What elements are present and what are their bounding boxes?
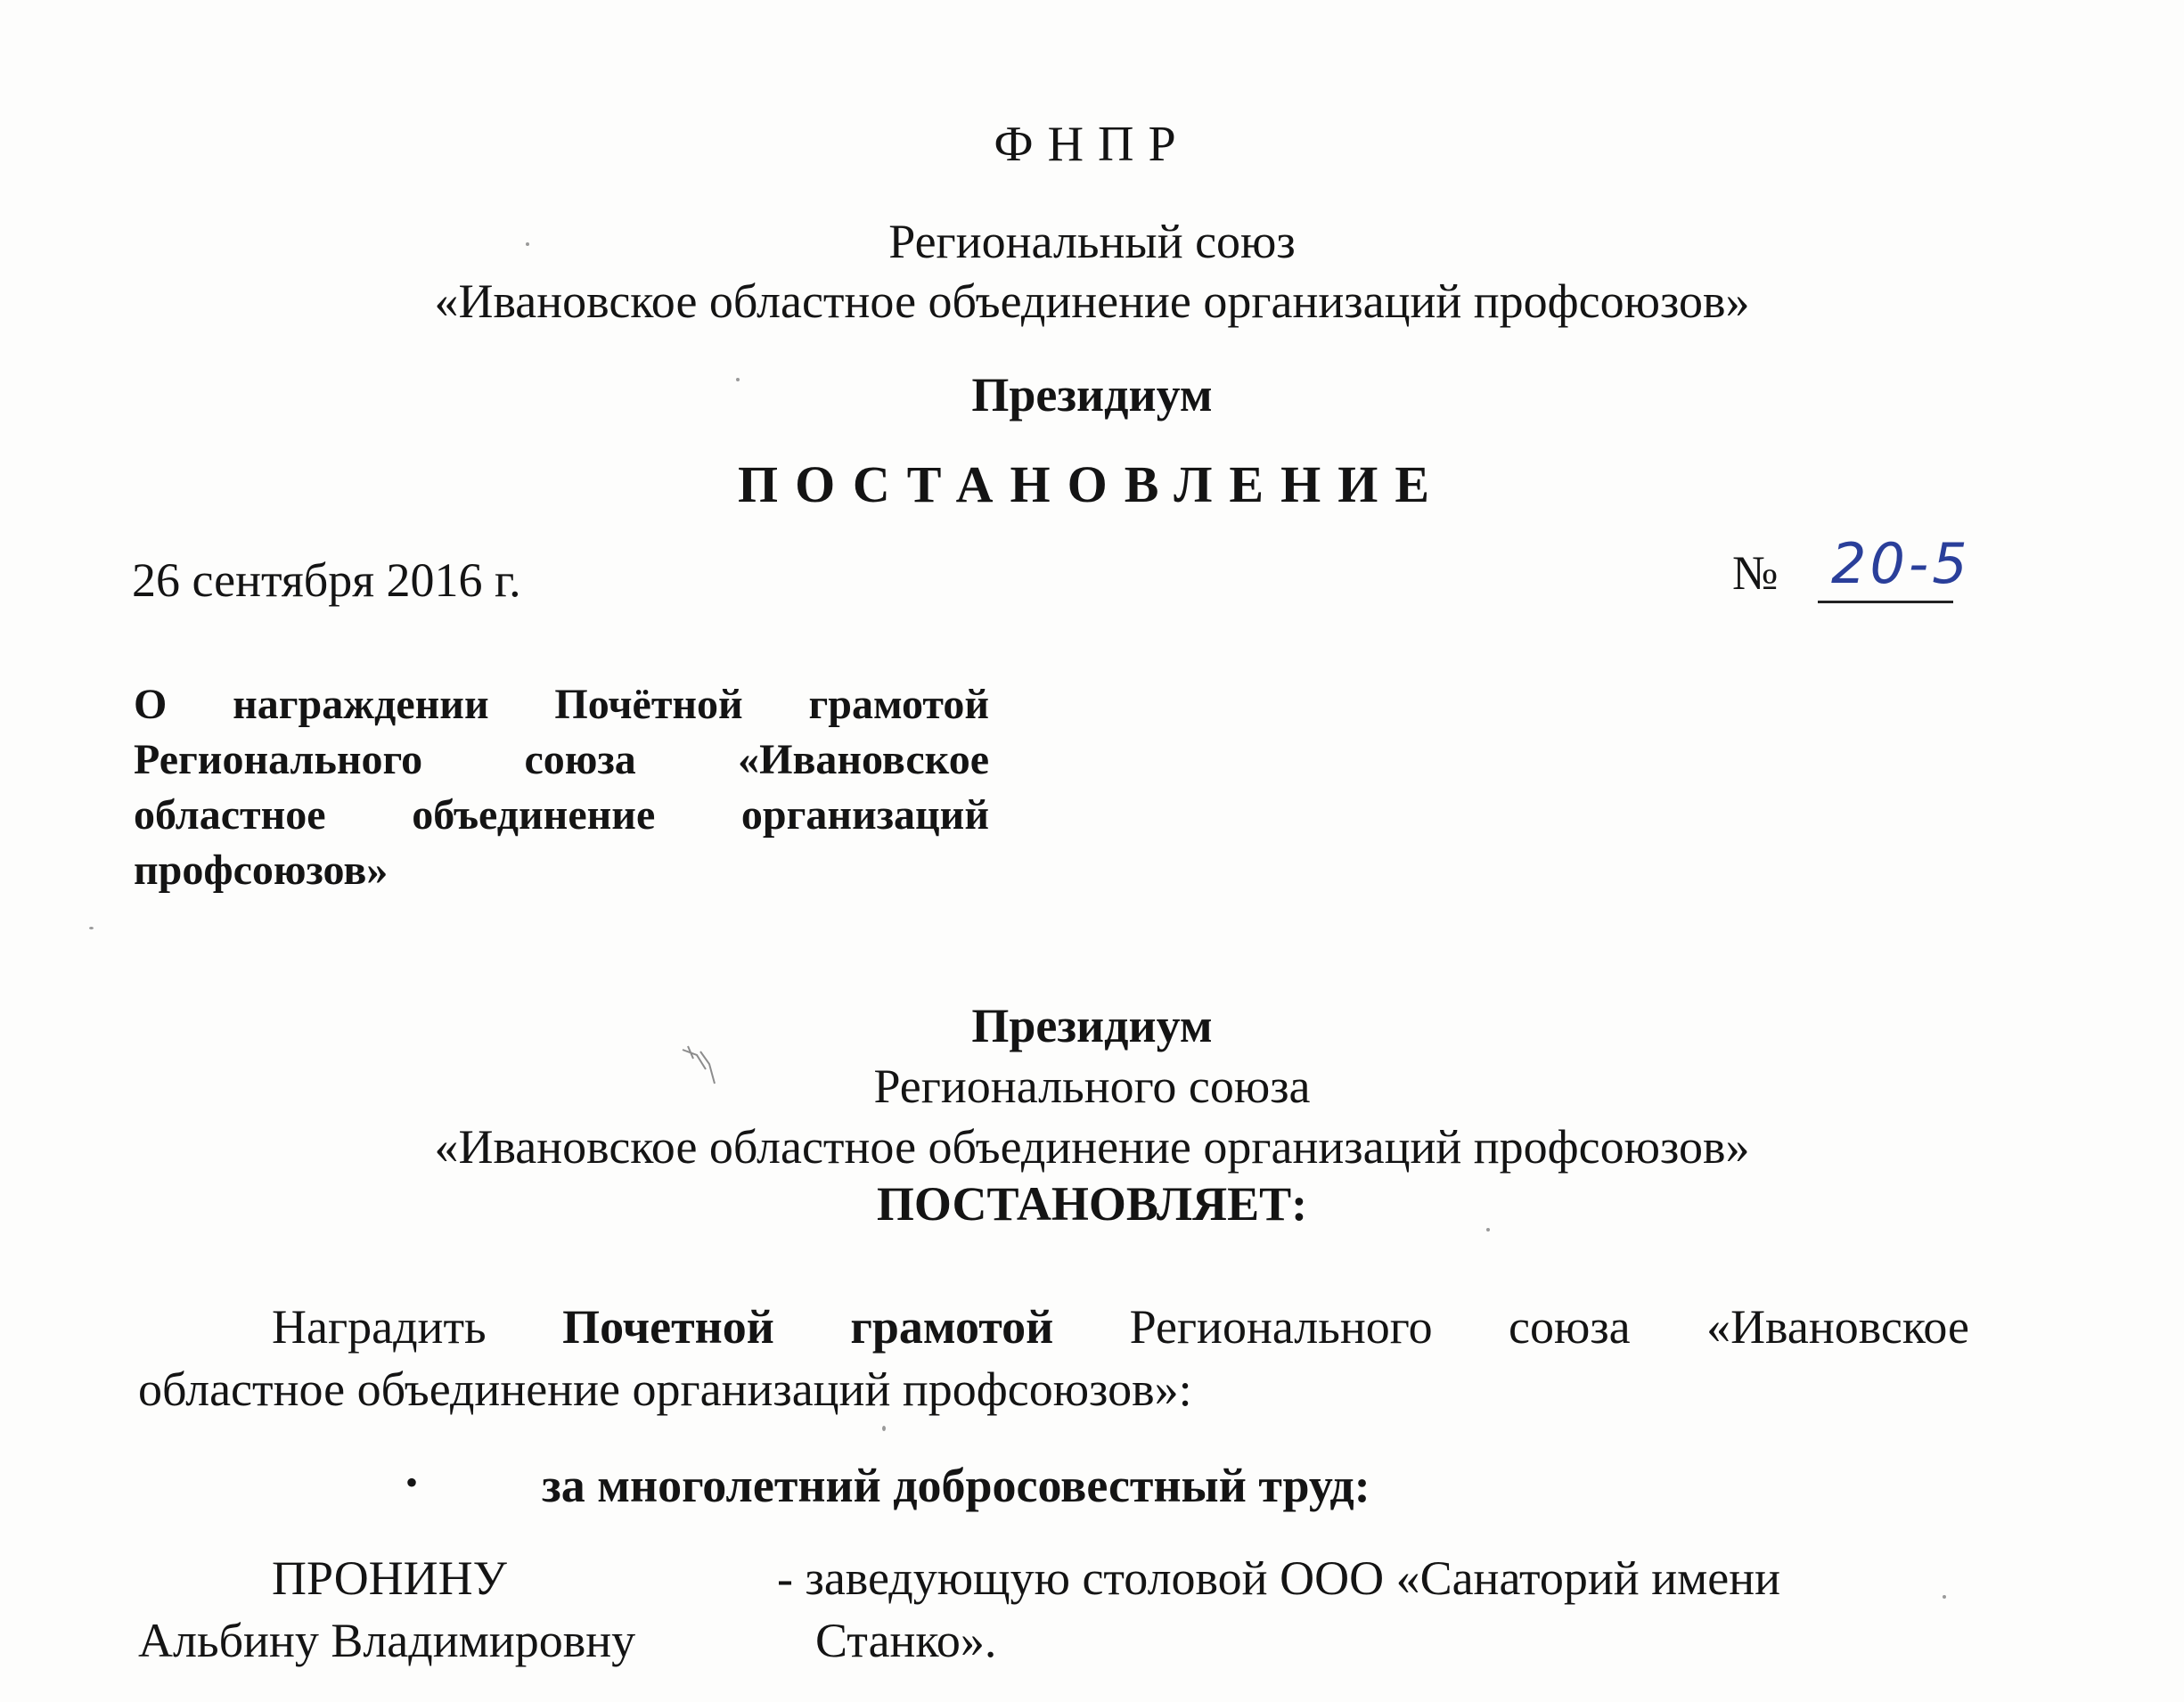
scan-speck [882, 1426, 886, 1431]
document-type-heading: ПОСТАНОВЛЕНИЕ [737, 455, 1447, 513]
awardee-surname: ПРОНИНУ [272, 1551, 507, 1605]
number-underline [1818, 601, 1953, 603]
document-date: 26 сентября 2016 г. [132, 553, 521, 607]
body-of-union: Регионального союза [873, 1060, 1311, 1113]
award-word: Регионального [1129, 1300, 1433, 1354]
award-word-bold: грамотой [850, 1300, 1054, 1354]
award-paragraph-line2: областное объединение организаций профсоюзов»: [138, 1362, 1192, 1416]
bullet-icon: • [405, 1462, 419, 1502]
award-word: «Ивановское [1706, 1300, 1969, 1354]
presidium-heading: Президиум [971, 368, 1213, 421]
award-word-bold: Почетной [562, 1300, 774, 1354]
awardee-position-line2: Станко». [815, 1614, 997, 1667]
subject-line: областное объединение организаций [134, 791, 989, 839]
body-presidium-heading: Президиум [971, 999, 1213, 1052]
subject-line: профсоюзов» [134, 847, 389, 894]
award-category: за многолетний добросовестный труд: [542, 1459, 1370, 1512]
union-title-line1: Региональный союз [888, 215, 1296, 268]
resolves-heading: ПОСТАНОВЛЯЕТ: [876, 1177, 1308, 1231]
scan-speck [526, 242, 529, 246]
document-subject [134, 677, 989, 898]
scan-speck [1943, 1595, 1946, 1599]
subject-line: О награждении Почётной грамотой [134, 681, 989, 728]
award-word: союза [1509, 1300, 1631, 1354]
scan-speck [89, 927, 94, 929]
body-union-name: «Ивановское областное объединение организаций профсоюзов» [434, 1120, 1750, 1174]
scan-speck [1486, 1228, 1490, 1231]
number-sign: № [1732, 546, 1779, 600]
awardee-given-names: Альбину Владимировну [138, 1614, 636, 1667]
scan-speck [736, 378, 740, 381]
subject-line: Регионального союза «Ивановское [134, 736, 989, 783]
union-title-line2: «Ивановское областное объединение организаций профсоюзов» [434, 274, 1750, 328]
handwritten-document-number: 20-5 [1831, 531, 1971, 596]
organization-abbreviation: ФНПР [994, 117, 1190, 172]
award-word: Наградить [272, 1300, 487, 1354]
awardee-position-line1: - заведующую столовой ООО «Санаторий имени [777, 1551, 1781, 1605]
award-paragraph-line1 [272, 1299, 1969, 1354]
scan-smudge [679, 1043, 732, 1092]
